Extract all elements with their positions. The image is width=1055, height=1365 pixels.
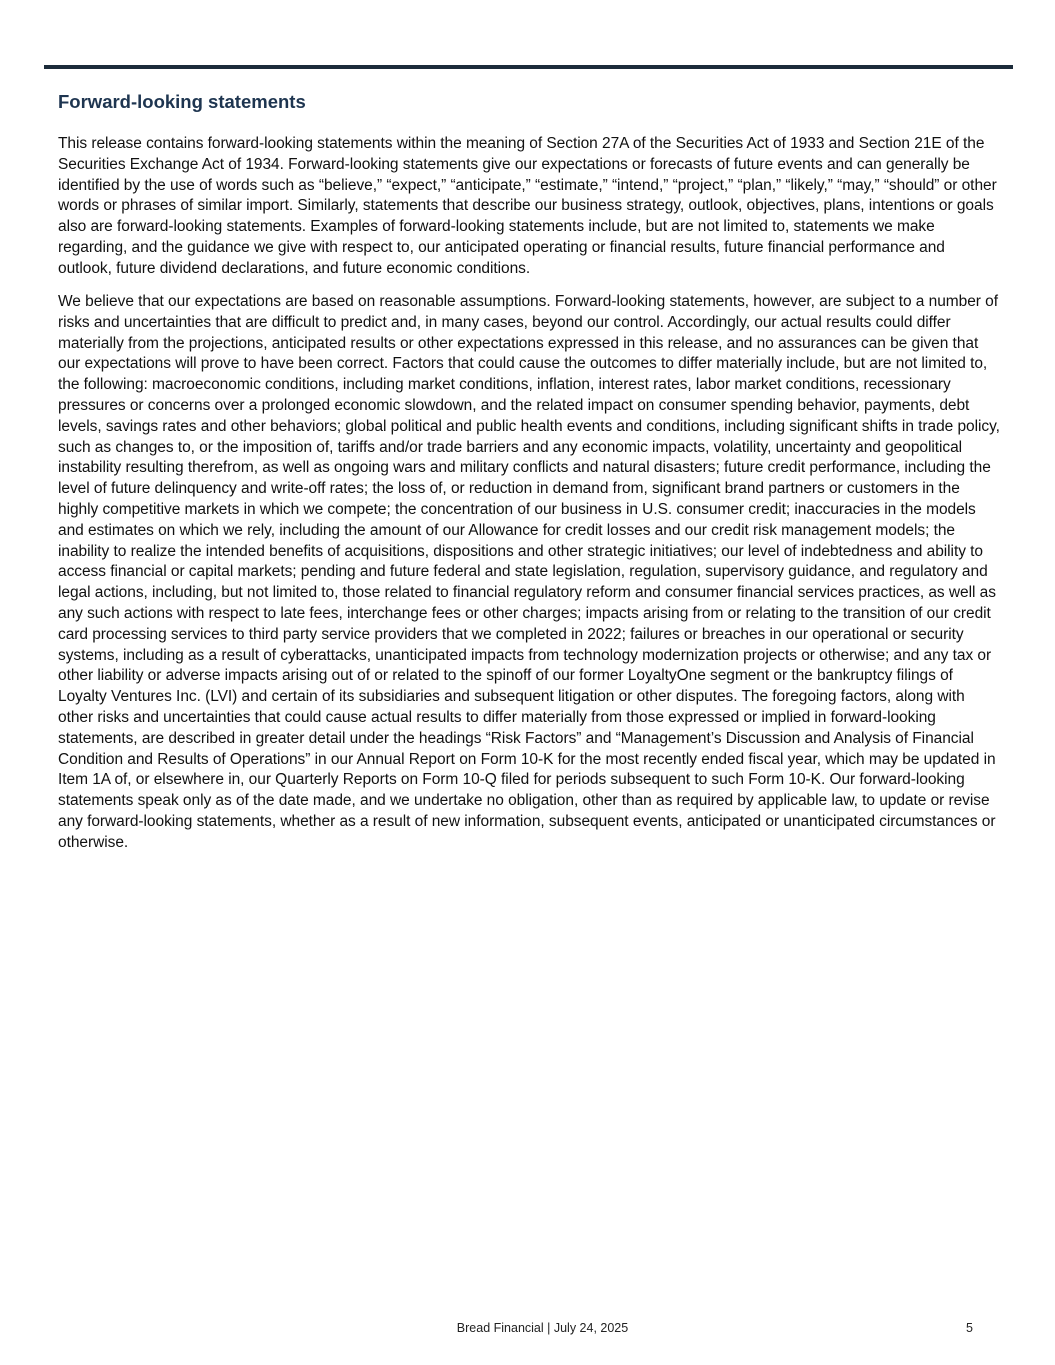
paragraph-intro: This release contains forward-looking statements within the meaning of Section 27A of the Securities Act of 1933 and Section 21E of the Securities Exchange Act of 1934. Forward-looking statements give our expectations or forecasts of future events and can generally be identified by the use of words such as “believe,” “expect,” “anticipate,” “estimate,” “intend,” “project,” “plan,” “likely,” “may,” “should” or other words or phrases of similar import. Similarly, statements that describe our business strategy, outlook, objectives, plans, intentions or goals also are forward-looking statements. Examples of forward-looking statements include, but are not limited to, statements we make regarding, and the guidance we give with respect to, our anticipated operating or financial results, future financial performance and outlook, future dividend declarations, and future economic conditions. bbox=[58, 135, 997, 277]
header-rule bbox=[44, 65, 1013, 69]
footer-text: Bread Financial | July 24, 2025 bbox=[456, 1321, 629, 1335]
paragraph-risk-factors: We believe that our expectations are based on reasonable assumptions. Forward-looking statements, however, are subject to a number of risks and uncertainties that are difficult to predict and, in many cases, beyond our control. Accordingly, our actual results could differ materially from the projections, anticipated results or other expectations expressed in this release, and no assurances can be given that our expectations will prove to have been correct. Factors that could cause the outcomes to differ materially include, but are not limited to, the following: macroeconomic conditions, including market conditions, inflation, interest rates, labor market conditions, recessionary pressures or concerns over a prolonged economic slowdown, and the related impact on consumer spending behavior, payments, debt levels, savings rates and other behaviors; global political and public health events and conditions, including significant shifts in trade policy, such as changes to, or the imposition of, tariffs and/or trade barriers and any economic impacts, volatility, uncertainty and geopolitical instability resulting therefrom, as well as ongoing wars and military conflicts and natural disasters; future credit performance, including the level of future delinquency and write-off rates; the loss of, or reduction in demand from, significant brand partners or customers in the highly competitive markets in which we compete; the concentration of our business in U.S. consumer credit; inaccuracies in the models and estimates on which we rely, including the amount of our Allowance for credit losses and our credit risk management models; the inability to realize the intended benefits of acquisitions, dispositions and other strategic initiatives; our level of indebtedness and ability to access financial or capital markets; pending and future federal and state legislation, regulation, supervisory guidance, and regulatory and legal actions, including, but not limited to, those related to financial regulatory reform and consumer financial services practices, as well as any such actions with respect to late fees, interchange fees or other charges; impacts arising from or relating to the transition of our credit card processing services to third party service providers that we completed in 2022; failures or breaches in our operational or security systems, including as a result of cyberattacks, unanticipated impacts from technology modernization projects or otherwise; and any tax or other liability or adverse impacts arising out of or related to the spinoff of our former LoyaltyOne segment or the bankruptcy filings of Loyalty Ventures Inc. (LVI) and certain of its subsidiaries and subsequent litigation or other disputes. The foregoing factors, along with other risks and uncertainties that could cause actual results to differ materially from those expressed or implied in forward-looking statements, are described in greater detail under the headings “Risk Factors” and “Management’s Discussion and Analysis of Financial Condition and Results of Operations” in our Annual Report on Form 10-K for the most recently ended fiscal year, which may be updated in Item 1A of, or elsewhere in, our Quarterly Reports on Form 10-Q filed for periods subsequent to such Form 10-K. Our forward-looking statements speak only as of the date made, and we undertake no obligation, other than as required by applicable law, to update or revise any forward-looking statements, whether as a result of new information, subsequent events, anticipated or unanticipated circumstances or otherwise. bbox=[58, 293, 1000, 851]
page-number: 5 bbox=[966, 1321, 973, 1335]
section-heading: Forward-looking statements bbox=[58, 91, 306, 112]
document-body bbox=[58, 134, 1000, 866]
